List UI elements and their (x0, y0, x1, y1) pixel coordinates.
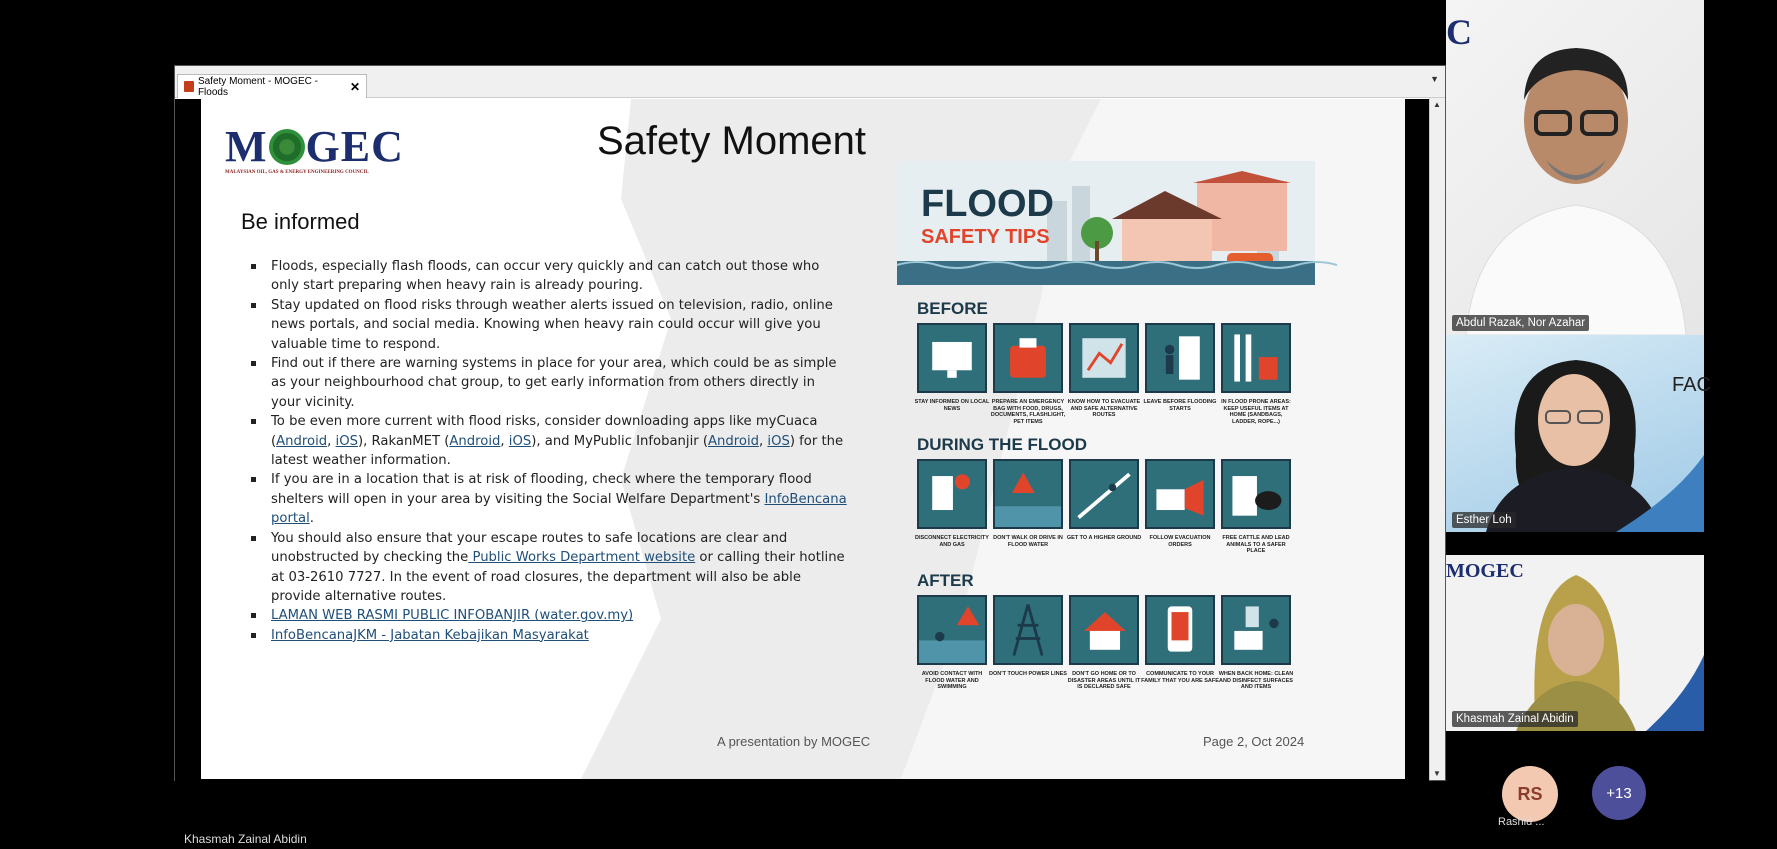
tip-tile-icon (917, 595, 987, 665)
more-participants-button[interactable]: +13 (1592, 766, 1646, 820)
rakanmet-android-link[interactable]: Android (449, 433, 501, 449)
tip-tile-icon (917, 323, 987, 393)
svg-text:C: C (1446, 12, 1472, 52)
rakanmet-ios-link[interactable]: iOS (508, 433, 532, 449)
infobanjir-android-link[interactable]: Android (708, 433, 760, 449)
infobanjir-website-link[interactable]: LAMAN WEB RASMI PUBLIC INFOBANJIR (water.gov.my) (271, 608, 634, 624)
participant-avatar[interactable]: RS (1502, 766, 1558, 822)
list-item (247, 412, 847, 470)
phase-during-label: DURING THE FLOOD (917, 435, 1087, 454)
list-item: Stay updated on flood risks through weather alerts issued on television, radio, online news portals, and social media. Knowing when heavy rain could occur will give you valuable time to respond. (247, 296, 847, 354)
tip-caption: GET TO A HIGHER GROUND (1066, 535, 1142, 541)
phase-after-label: AFTER (917, 571, 974, 590)
participant-video[interactable] (1446, 555, 1704, 731)
tip-tile-icon (1221, 595, 1291, 665)
slide-title: Safety Moment (597, 119, 867, 163)
logo-letters-gec: GEC (305, 122, 404, 171)
participant-avatar-name: Rashid ... (1498, 816, 1545, 828)
slide (201, 99, 1405, 779)
tip-caption: COMMUNICATE TO YOUR FAMILY THAT YOU ARE SAFE (1141, 671, 1219, 684)
shared-window (174, 65, 1446, 781)
tip-tile-icon (993, 323, 1063, 393)
infobencana-portal-link[interactable]: InfoBencana portal (271, 491, 847, 527)
tip-caption: DON'T TOUCH POWER LINES (989, 671, 1067, 677)
slide-viewport (175, 99, 1429, 781)
participant-name: Esther Loh (1452, 512, 1516, 528)
vertical-scrollbar[interactable] (1429, 98, 1445, 780)
participant-video[interactable] (1446, 335, 1711, 532)
tip-tile-icon (993, 595, 1063, 665)
tip-tile-icon (1069, 323, 1139, 393)
logo-letter-m: M (225, 122, 268, 171)
text-span: ), and MyPublic Infobanjir ( (531, 433, 709, 449)
text-span: , (500, 433, 509, 449)
footer-presenter: A presentation by MOGEC (717, 734, 871, 749)
participant-name: Abdul Razak, Nor Azahar (1452, 315, 1589, 331)
participant-name: Khasmah Zainal Abidin (1452, 711, 1578, 727)
participant-silhouette (1446, 0, 1704, 335)
infographic-subtitle: SAFETY TIPS (921, 226, 1050, 248)
tip-tile-icon (1145, 595, 1215, 665)
text-span: To be even more current with flood risks, consider downloading apps like myCuaca ( (271, 414, 818, 449)
tip-tile-icon (917, 459, 987, 529)
tip-tile-icon (1221, 323, 1291, 393)
text-span: ), RakanMET ( (357, 433, 450, 449)
tip-caption: IN FLOOD PRONE AREAS: KEEP USEFUL ITEMS AT HOME (SANDBAGS, LADDER, ROPE...) (1221, 399, 1291, 425)
tip-caption: DON'T WALK OR DRIVE IN FLOOD WATER (993, 535, 1063, 548)
tip-caption: STAY INFORMED ON LOCAL NEWS (914, 399, 990, 412)
text-span: ) for the latest weather information. (271, 433, 844, 469)
tip-caption: WHEN BACK HOME: CLEAN AND DISINFECT SURFACES AND ITEMS (1218, 671, 1294, 690)
text-span: or calling their hotline at 03-2610 7727. In the event of road closures, the department will also be able provide alternative routes. (271, 550, 845, 604)
tip-caption: LEAVE BEFORE FLOODING STARTS (1143, 399, 1217, 412)
tab-dropdown-icon[interactable]: ▼ (1430, 74, 1439, 84)
footer-page: Page 2, Oct 2024 (1203, 734, 1305, 749)
logo-globe-icon (269, 129, 305, 165)
list-item (247, 626, 847, 645)
tab-title: Safety Moment - MOGEC - Floods (197, 75, 318, 98)
tip-tile-icon (993, 459, 1063, 529)
tip-tile-icon (1145, 323, 1215, 393)
list-item (247, 470, 847, 528)
mycuaca-ios-link[interactable]: iOS (335, 433, 358, 449)
participant-background-logo: MOGEC (1446, 560, 1524, 582)
mycuaca-android-link[interactable]: Android (276, 433, 328, 449)
list-item (247, 606, 847, 625)
text-span: , (759, 433, 768, 449)
tip-caption: DISCONNECT ELECTRICITY AND GAS (915, 535, 989, 548)
text-span: . (309, 511, 314, 527)
flood-banner (897, 161, 1315, 285)
list-item: Floods, especially flash floods, can occur very quickly and can catch out those who only start preparing when heavy rain is already pouring. (247, 257, 847, 296)
infographic-title: FLOOD (921, 183, 1054, 225)
flood-infographic (897, 161, 1315, 701)
tip-caption: PREPARE AN EMERGENCY BAG WITH FOOD, DRUGS, DOCUMENTS, FLASHLIGHT, PET ITEMS (990, 399, 1066, 425)
tip-tile-icon (1069, 459, 1139, 529)
logo-subtitle: MALAYSIAN OIL, GAS & ENERGY ENGINEERING COUNCIL (225, 170, 369, 175)
powerpoint-icon (184, 81, 194, 92)
presenter-name: Khasmah Zainal Abidin (184, 832, 307, 846)
list-item (247, 529, 847, 607)
participant-background-text: FAC (1672, 374, 1711, 396)
participant-silhouette (1446, 335, 1711, 532)
scroll-down-icon[interactable]: ▼ (1433, 769, 1441, 778)
participant-silhouette (1446, 555, 1704, 731)
tip-caption: FOLLOW EVACUATION ORDERS (1149, 535, 1211, 548)
close-icon[interactable]: ✕ (349, 79, 360, 94)
tip-caption: AVOID CONTACT WITH FLOOD WATER AND SWIMMING (921, 671, 983, 690)
mogec-logo (225, 121, 415, 181)
tip-tile-icon (1145, 459, 1215, 529)
text-span: If you are in a location that is at risk of flooding, check where the temporary flood shelters will open in your area by visiting the Social Welfare Department's (271, 472, 812, 507)
text-span: You should also ensure that your escape routes to safe locations are clear and unobstructed by checking the (271, 530, 788, 566)
tip-caption: FREE CATTLE AND LEAD ANIMALS TO A SAFER PLACE (1222, 535, 1290, 554)
tip-caption: DON'T GO HOME OR TO DISASTER AREAS UNTIL IT IS DECLARED SAFE (1067, 671, 1141, 690)
section-heading: Be informed (241, 209, 360, 234)
tip-tile-icon (1221, 459, 1291, 529)
infobanjir-ios-link[interactable]: iOS (767, 433, 790, 449)
participant-video[interactable] (1446, 0, 1704, 335)
text-span: , (327, 433, 336, 449)
phase-before-label: BEFORE (917, 299, 988, 318)
bullet-list (247, 257, 847, 645)
public-works-link[interactable]: Public Works Department website (468, 550, 696, 566)
tab-safety-moment[interactable] (177, 74, 367, 98)
tip-tile-icon (1069, 595, 1139, 665)
tip-caption: KNOW HOW TO EVACUATE AND SAFE ALTERNATIVE ROUTES (1067, 399, 1141, 418)
infobencana-jkm-link[interactable]: InfoBencanaJKM - Jabatan Kebajikan Masyarakat (271, 627, 589, 643)
list-item: Find out if there are warning systems in place for your area, which could be as simple as your neighbourhood chat group, to get early information from others directly in your vicinity. (247, 354, 847, 412)
tab-bar (175, 66, 1445, 98)
scroll-up-icon[interactable]: ▲ (1433, 100, 1441, 109)
